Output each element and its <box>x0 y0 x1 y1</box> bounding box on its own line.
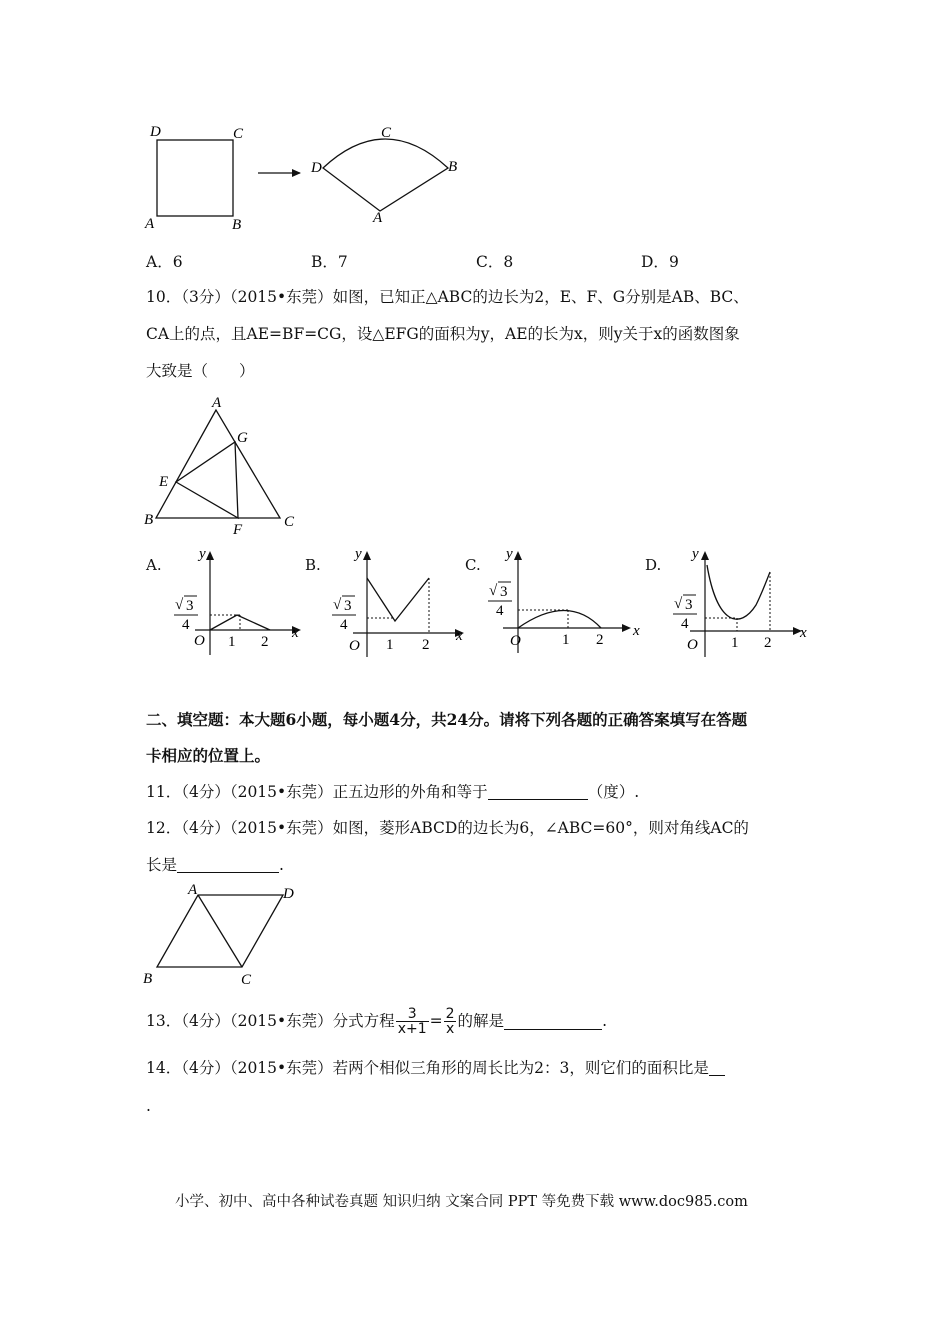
q14-answer-blank[interactable] <box>709 1059 725 1076</box>
q9-label-B1: B <box>232 217 242 233</box>
tri-label-A: A <box>212 395 222 411</box>
graph-a-tick2: 2 <box>261 634 269 650</box>
q13: 13．（4分）（2015•东莞）分式方程 $\frac{3}{x+1}$ = $\frac{2}{x}$ 的解是 . <box>146 1005 607 1037</box>
q9-option-a: A．6 <box>146 253 183 271</box>
graph-c-origin: O <box>510 633 521 649</box>
tri-label-F: F <box>233 522 243 538</box>
square-shape <box>157 140 233 216</box>
arrow-head <box>292 169 301 177</box>
rhombus-label-D: D <box>283 886 294 902</box>
graph-b-x: x <box>456 628 463 644</box>
graph-b-tick2: 2 <box>422 637 430 653</box>
q9-label-B2: B <box>448 159 458 175</box>
q11-answer-blank[interactable] <box>488 783 588 800</box>
graph-c-den: 4 <box>496 603 504 619</box>
q9-label-C1: C <box>233 126 244 142</box>
q9-label-A2: A <box>373 210 383 226</box>
q9-label-A1: A <box>145 216 155 232</box>
q10-triangle-figure <box>140 390 310 540</box>
graph-b-y: y <box>355 546 362 562</box>
section2-heading-line1: 二、填空题：本大题6小题，每小题4分，共24分。请将下列各题的正确答案填写在答题 <box>146 710 748 729</box>
graph-d-den: 4 <box>681 616 689 632</box>
q9-figure <box>140 118 470 238</box>
graph-b-sqrt-num: 3 <box>344 598 352 614</box>
q10-graph-b <box>325 545 470 660</box>
page-footer: 小学、初中、高中各种试卷真题 知识归纳 文案合同 PPT 等免费下载 www.doc985.com <box>175 1194 748 1210</box>
svg-text:√: √ <box>489 583 498 599</box>
q12-line2: 长是 . <box>146 856 284 874</box>
graph-c-x: x <box>633 623 640 639</box>
graph-d-tick2: 2 <box>764 635 772 651</box>
q9-option-b: B．7 <box>311 253 348 271</box>
sector-shape <box>323 139 448 211</box>
graph-b-tick1: 1 <box>386 637 394 653</box>
graph-b-origin: O <box>349 638 360 654</box>
graph-d-sqrt-num: 3 <box>685 597 693 613</box>
graph-a-y: y <box>199 546 206 562</box>
graph-b-den: 4 <box>340 617 348 633</box>
svg-text:√: √ <box>674 596 683 612</box>
q11 <box>146 782 639 802</box>
q11-tail: （度）. <box>587 783 640 801</box>
q10-option-c-letter: C. <box>465 556 481 574</box>
q10-graph-d <box>670 545 815 660</box>
q9-label-C2: C <box>381 125 392 141</box>
q10-option-d-letter: D. <box>645 556 662 574</box>
diagonal-ac <box>198 895 242 967</box>
q10-option-b-letter: B. <box>305 556 321 574</box>
rhombus-label-B: B <box>143 971 153 987</box>
section2-heading-line2: 卡相应的位置上。 <box>146 746 271 765</box>
graph-d-x: x <box>800 625 807 641</box>
graph-c-tick1: 1 <box>562 632 570 648</box>
q14-line1: 14．（4分）（2015•东莞）若两个相似三角形的周长比为2：3，则它们的面积比是 <box>146 1058 725 1078</box>
q10-graph-a <box>165 545 305 660</box>
q12-answer-blank[interactable] <box>177 856 279 873</box>
graph-c-tick2: 2 <box>596 632 604 648</box>
graph-d-tick1: 1 <box>731 635 739 651</box>
q11-text: 11．（4分）（2015•东莞）正五边形的外角和等于 <box>146 783 488 801</box>
q9-label-D1: D <box>150 124 161 140</box>
rhombus-label-A: A <box>188 882 198 898</box>
triangle-abc <box>156 410 280 518</box>
q13-answer-blank[interactable] <box>504 1013 602 1030</box>
graph-a-origin: O <box>194 633 205 649</box>
q9-option-c: C．8 <box>476 253 514 271</box>
q10-line2: CA上的点，且AE=BF=CG，设△EFG的面积为y，AE的长为x，则y关于x的函数图象 <box>146 325 740 343</box>
graph-a-tick1: 1 <box>228 634 236 650</box>
q13-fraction-1: $\frac{3}{x+1}$ <box>397 1005 427 1037</box>
tri-label-E: E <box>159 474 169 490</box>
graph-d-y: y <box>692 546 699 562</box>
q13-fraction-2: $\frac{2}{x}$ <box>445 1005 455 1037</box>
graph-d-origin: O <box>687 637 698 653</box>
q12-line1: 12．（4分）（2015•东莞）如图，菱形ABCD的边长为6，∠ABC=60°，则对角线AC的 <box>146 819 749 837</box>
svg-text:√: √ <box>175 597 184 613</box>
tri-label-G: G <box>237 430 248 446</box>
triangle-efg <box>176 442 238 518</box>
q9-option-d: D．9 <box>641 253 679 271</box>
graph-c-y: y <box>506 546 513 562</box>
graph-a-sqrt-num: 3 <box>186 598 194 614</box>
rhombus-label-C: C <box>241 972 252 988</box>
q10-line1: 10．（3分）（2015•东莞）如图，已知正△ABC的边长为2，E、F、G分别是AB、BC、 <box>146 288 749 306</box>
graph-c-sqrt-num: 3 <box>500 584 508 600</box>
svg-text:√: √ <box>333 597 342 613</box>
graph-a-x: x <box>292 625 299 641</box>
q10-line3: 大致是（ ） <box>146 362 255 380</box>
tri-label-C: C <box>284 514 295 530</box>
q10-option-a-letter: A. <box>146 556 162 574</box>
q10-graph-c <box>485 545 645 660</box>
q12-rhombus-figure <box>140 880 300 990</box>
q9-label-D2: D <box>311 160 322 176</box>
q14-line2: . <box>146 1097 151 1115</box>
graph-a-den: 4 <box>182 617 190 633</box>
tri-label-B: B <box>144 512 154 528</box>
